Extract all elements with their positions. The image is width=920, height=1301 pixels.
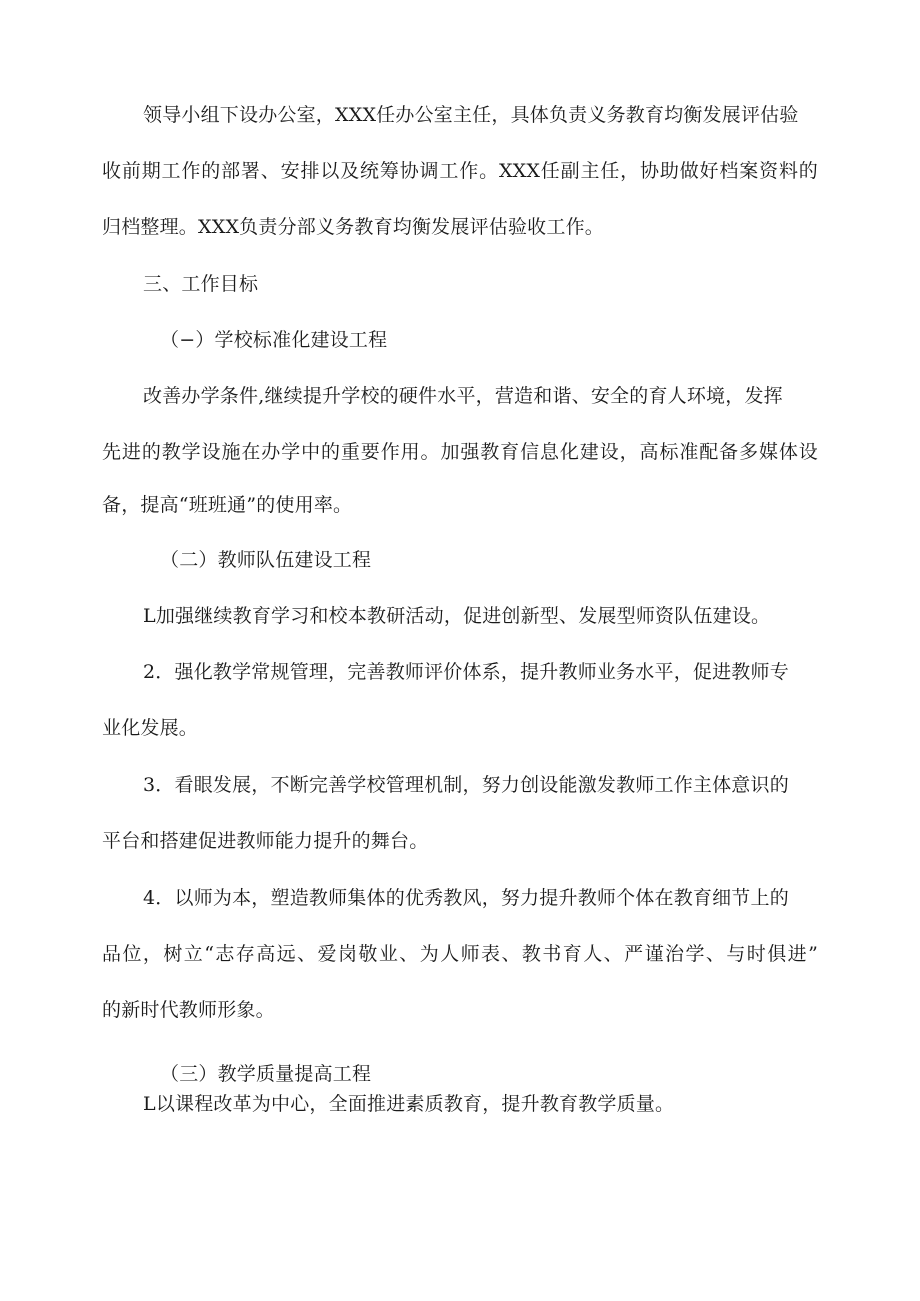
- subheading-teacher-team: （二）教师队伍建设工程: [160, 549, 372, 571]
- office-paragraph-line-3: 归档整理。XXX负责分部义务教育均衡发展评估验收工作。: [102, 216, 604, 238]
- subheading-school-standardization: （−）学校标准化建设工程: [160, 329, 388, 351]
- teacher-team-item-4-line-2: 品位，树立“志存高远、爱岗敬业、为人师表、教书育人、严谨治学、与时俱进”: [102, 943, 818, 965]
- teacher-team-item-3-line-1: 3．看眼发展，不断完善学校管理机制，努力创设能激发教师工作主体意识的: [143, 774, 789, 796]
- teaching-quality-item-1: L以课程改革为中心，全面推进素质教育，提升教育教学质量。: [143, 1093, 675, 1115]
- teacher-team-item-3-line-2: 平台和搭建促进教师能力提升的舞台。: [102, 830, 429, 852]
- section-heading-work-goals: 三、工作目标: [143, 273, 259, 295]
- teacher-team-item-2-line-2: 业化发展。: [102, 717, 199, 739]
- teacher-team-item-4-line-3: 的新时代教师形象。: [102, 999, 275, 1021]
- school-standardization-line-1: 改善办学条件,继续提升学校的硬件水平，营造和谐、安全的育人环境，发挥: [143, 385, 783, 407]
- teacher-team-item-4-line-1: 4．以师为本，塑造教师集体的优秀教风，努力提升教师个体在教育细节上的: [143, 887, 789, 909]
- teacher-team-item-2-line-1: 2．强化教学常规管理，完善教师评价体系，提升教师业务水平，促进教师专: [143, 661, 789, 683]
- school-standardization-line-2: 先进的教学设施在办学中的重要作用。加强教育信息化建设，高标准配备多媒体设: [102, 441, 818, 463]
- office-paragraph-line-2: 收前期工作的部署、安排以及统筹协调工作。XXX任副主任，协助做好档案资料的: [102, 160, 818, 182]
- office-paragraph-line-1: 领导小组下设办公室，XXX任办公室主任，具体负责义务教育均衡发展评估验: [143, 104, 799, 126]
- teacher-team-item-1: L加强继续教育学习和校本教研活动，促进创新型、发展型师资队伍建设。: [143, 605, 771, 627]
- subheading-teaching-quality: （三）教学质量提高工程: [160, 1063, 372, 1085]
- school-standardization-line-3: 备，提高“班班通”的使用率。: [102, 494, 353, 516]
